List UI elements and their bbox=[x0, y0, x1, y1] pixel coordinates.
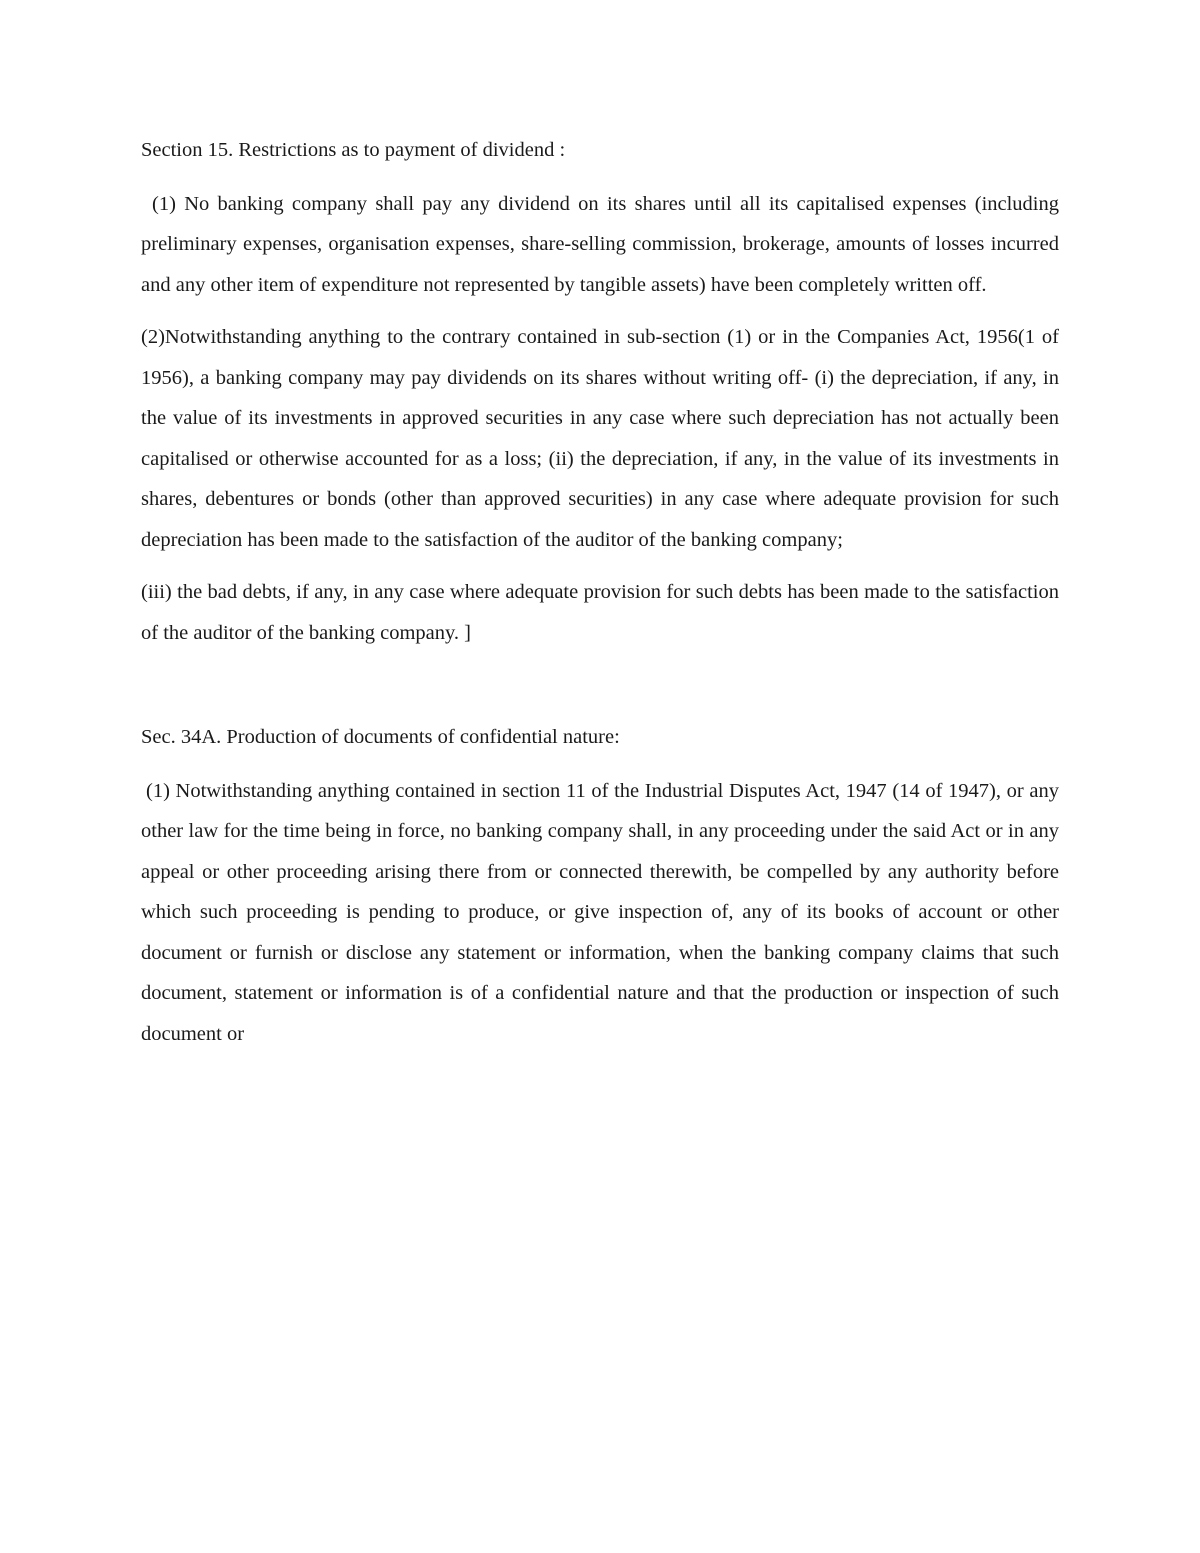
document-body bbox=[141, 130, 1059, 1066]
section-34a-heading: Sec. 34A. Production of documents of confidential nature: bbox=[141, 726, 620, 748]
section-15-subsection-2: (2)Notwithstanding anything to the contrary contained in sub-section (1) or in the Companies Act, 1956(1 of 1956), a banking company may pay dividends on its shares without writing off- (i) the depreciation, if any, in the value of its investments in approved securities in any case where such depreciation has not actually been capitalised or otherwise accounted for as a loss; (ii) the depreciation, if any, in the value of its investments in shares, debentures or bonds (other than approved securities) in any case where adequate provision for such depreciation has been made to the satisfaction of the auditor of the banking company; bbox=[141, 326, 1059, 551]
section-15-heading: Section 15. Restrictions as to payment of dividend : bbox=[141, 139, 566, 161]
section-15-subsection-1: (1) No banking company shall pay any dividend on its shares until all its capitalised expenses (including preliminary expenses, organisation expenses, share-selling commission, brokerage, amounts of losses incurred and any other item of expenditure not represented by tangible assets) have been completely written off. bbox=[141, 192, 1059, 296]
section-spacer bbox=[141, 665, 1059, 717]
section-34a-subsection-1: (1) Notwithstanding anything contained in section 11 of the Industrial Disputes Act, 1947 (14 of 1947), or any other law for the time being in force, no banking company shall, in any proceeding under the said Act or in any appeal or other proceeding arising there from or connected therewith, be compelled by any authority before which such proceeding is pending to produce, or give inspection of, any of its books of account or other document or furnish or disclose any statement or information, when the banking company claims that such document, statement or information is of a confidential nature and that the production or inspection of such document or bbox=[141, 779, 1059, 1045]
section-15-clause-iii: (iii) the bad debts, if any, in any case where adequate provision for such debts has been made to the satisfaction of the auditor of the banking company. ] bbox=[141, 581, 1059, 644]
